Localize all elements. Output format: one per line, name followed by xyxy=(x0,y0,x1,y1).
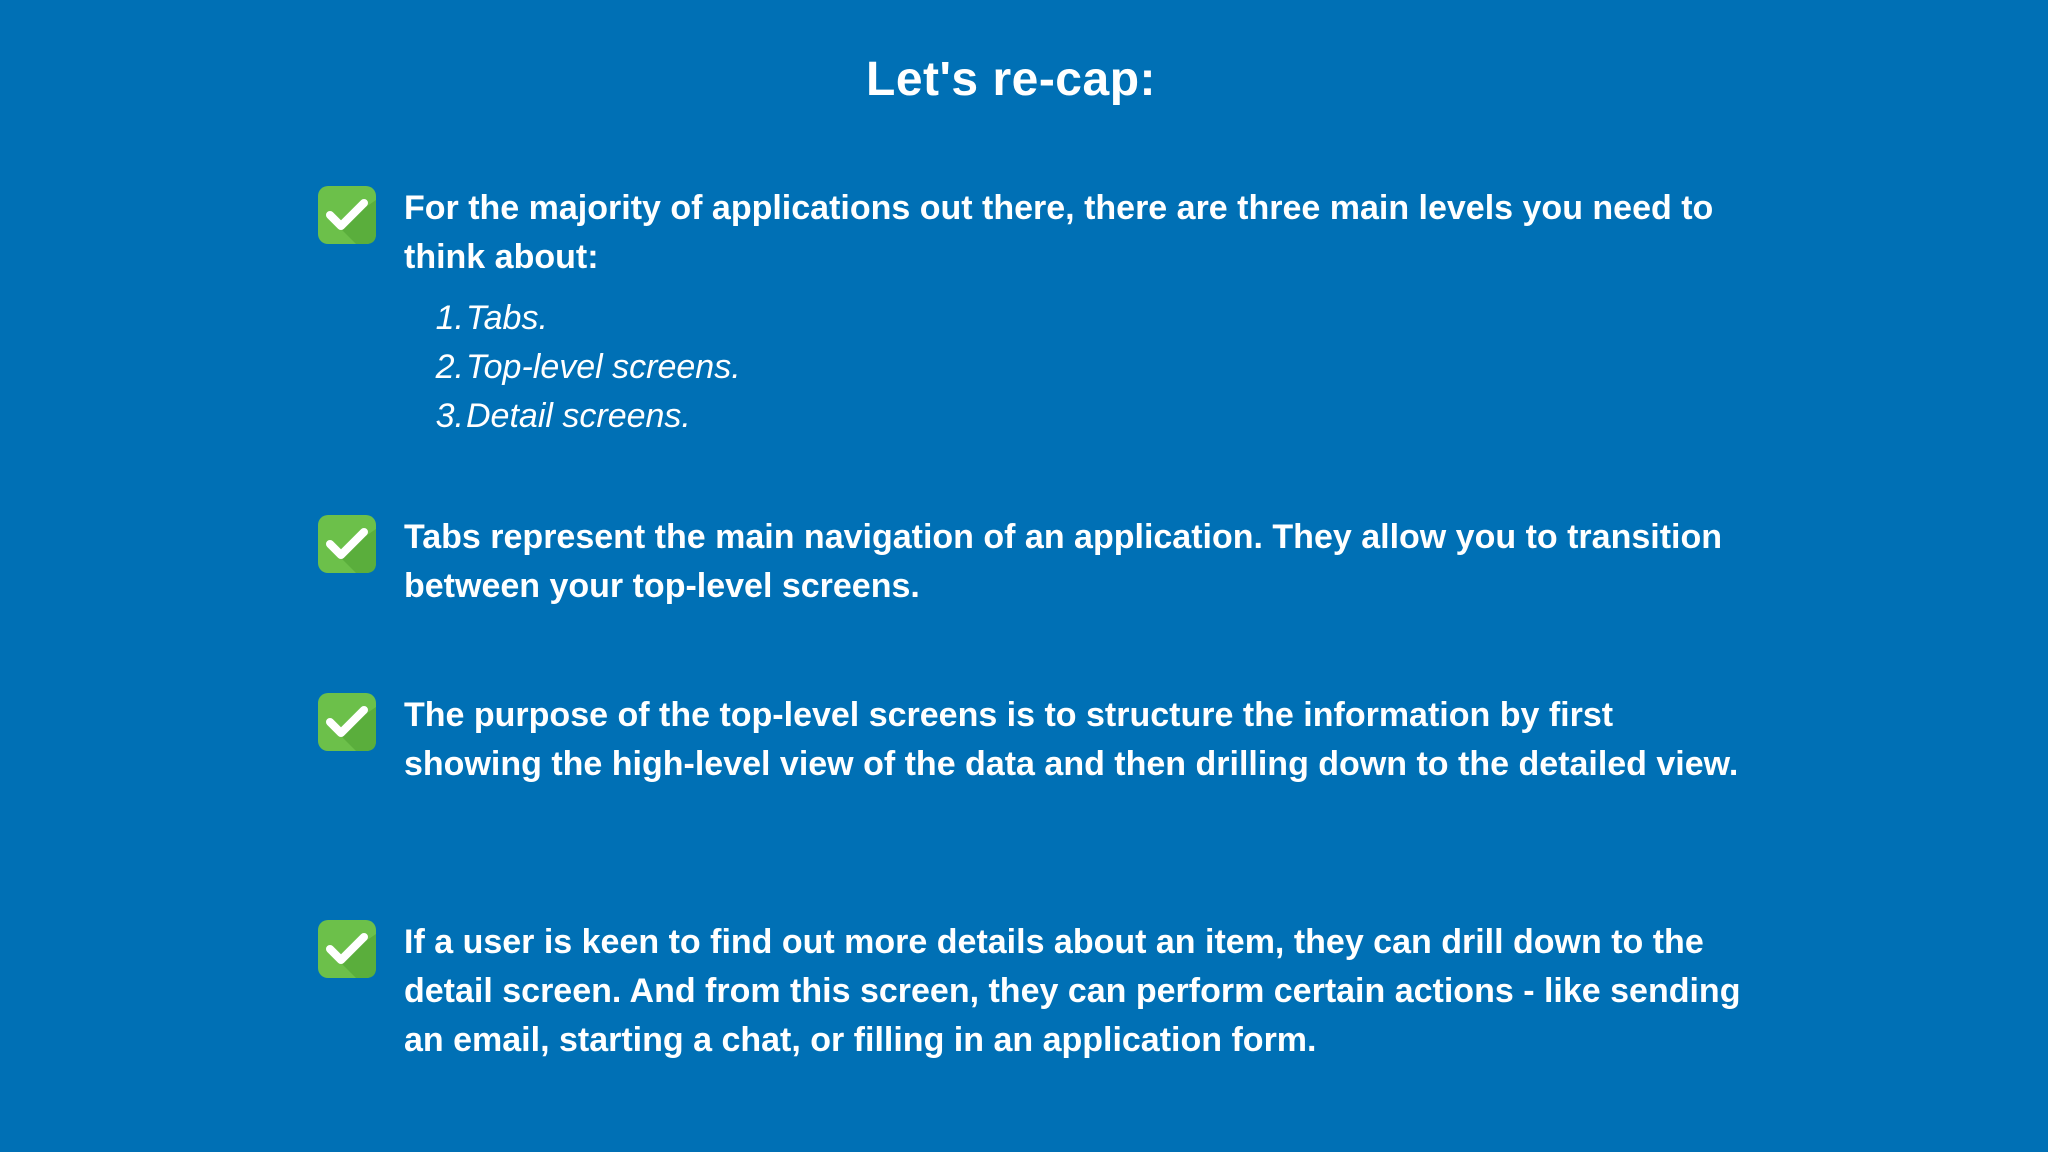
checkbox-check-icon xyxy=(318,920,376,978)
recap-item-body: For the majority of applications out there, there are three main levels you need to think about: xyxy=(404,189,1714,276)
checkbox-check-icon xyxy=(318,693,376,751)
list-item xyxy=(404,392,1744,441)
list-item xyxy=(404,294,1744,343)
slide-title: Let's re-cap: xyxy=(866,53,1156,106)
recap-item-text xyxy=(404,184,1744,441)
checkbox-check-icon xyxy=(318,515,376,573)
recap-item-text: The purpose of the top-level screens is to structure the information by first showing the high-level view of the data and then drilling down to the detailed view. xyxy=(404,696,1739,783)
list-item-label: Tabs. xyxy=(466,299,548,337)
recap-item-text: Tabs represent the main navigation of an application. They allow you to transition between your top-level screens. xyxy=(404,518,1722,605)
recap-item-text: If a user is keen to find out more details about an item, they can drill down to the detail screen. And from this screen, they can perform certain actions - like sending an email, starting a chat, or filling in an application form. xyxy=(404,923,1741,1059)
list-item-label: Top-level screens. xyxy=(466,348,741,386)
levels-list xyxy=(404,294,1744,441)
list-item-number: 1. xyxy=(435,299,464,337)
checkbox-check-icon xyxy=(318,186,376,244)
list-item xyxy=(404,343,1744,392)
list-item-number: 2. xyxy=(435,348,464,386)
list-item-label: Detail screens. xyxy=(466,397,691,435)
list-item-number: 3. xyxy=(435,397,464,435)
